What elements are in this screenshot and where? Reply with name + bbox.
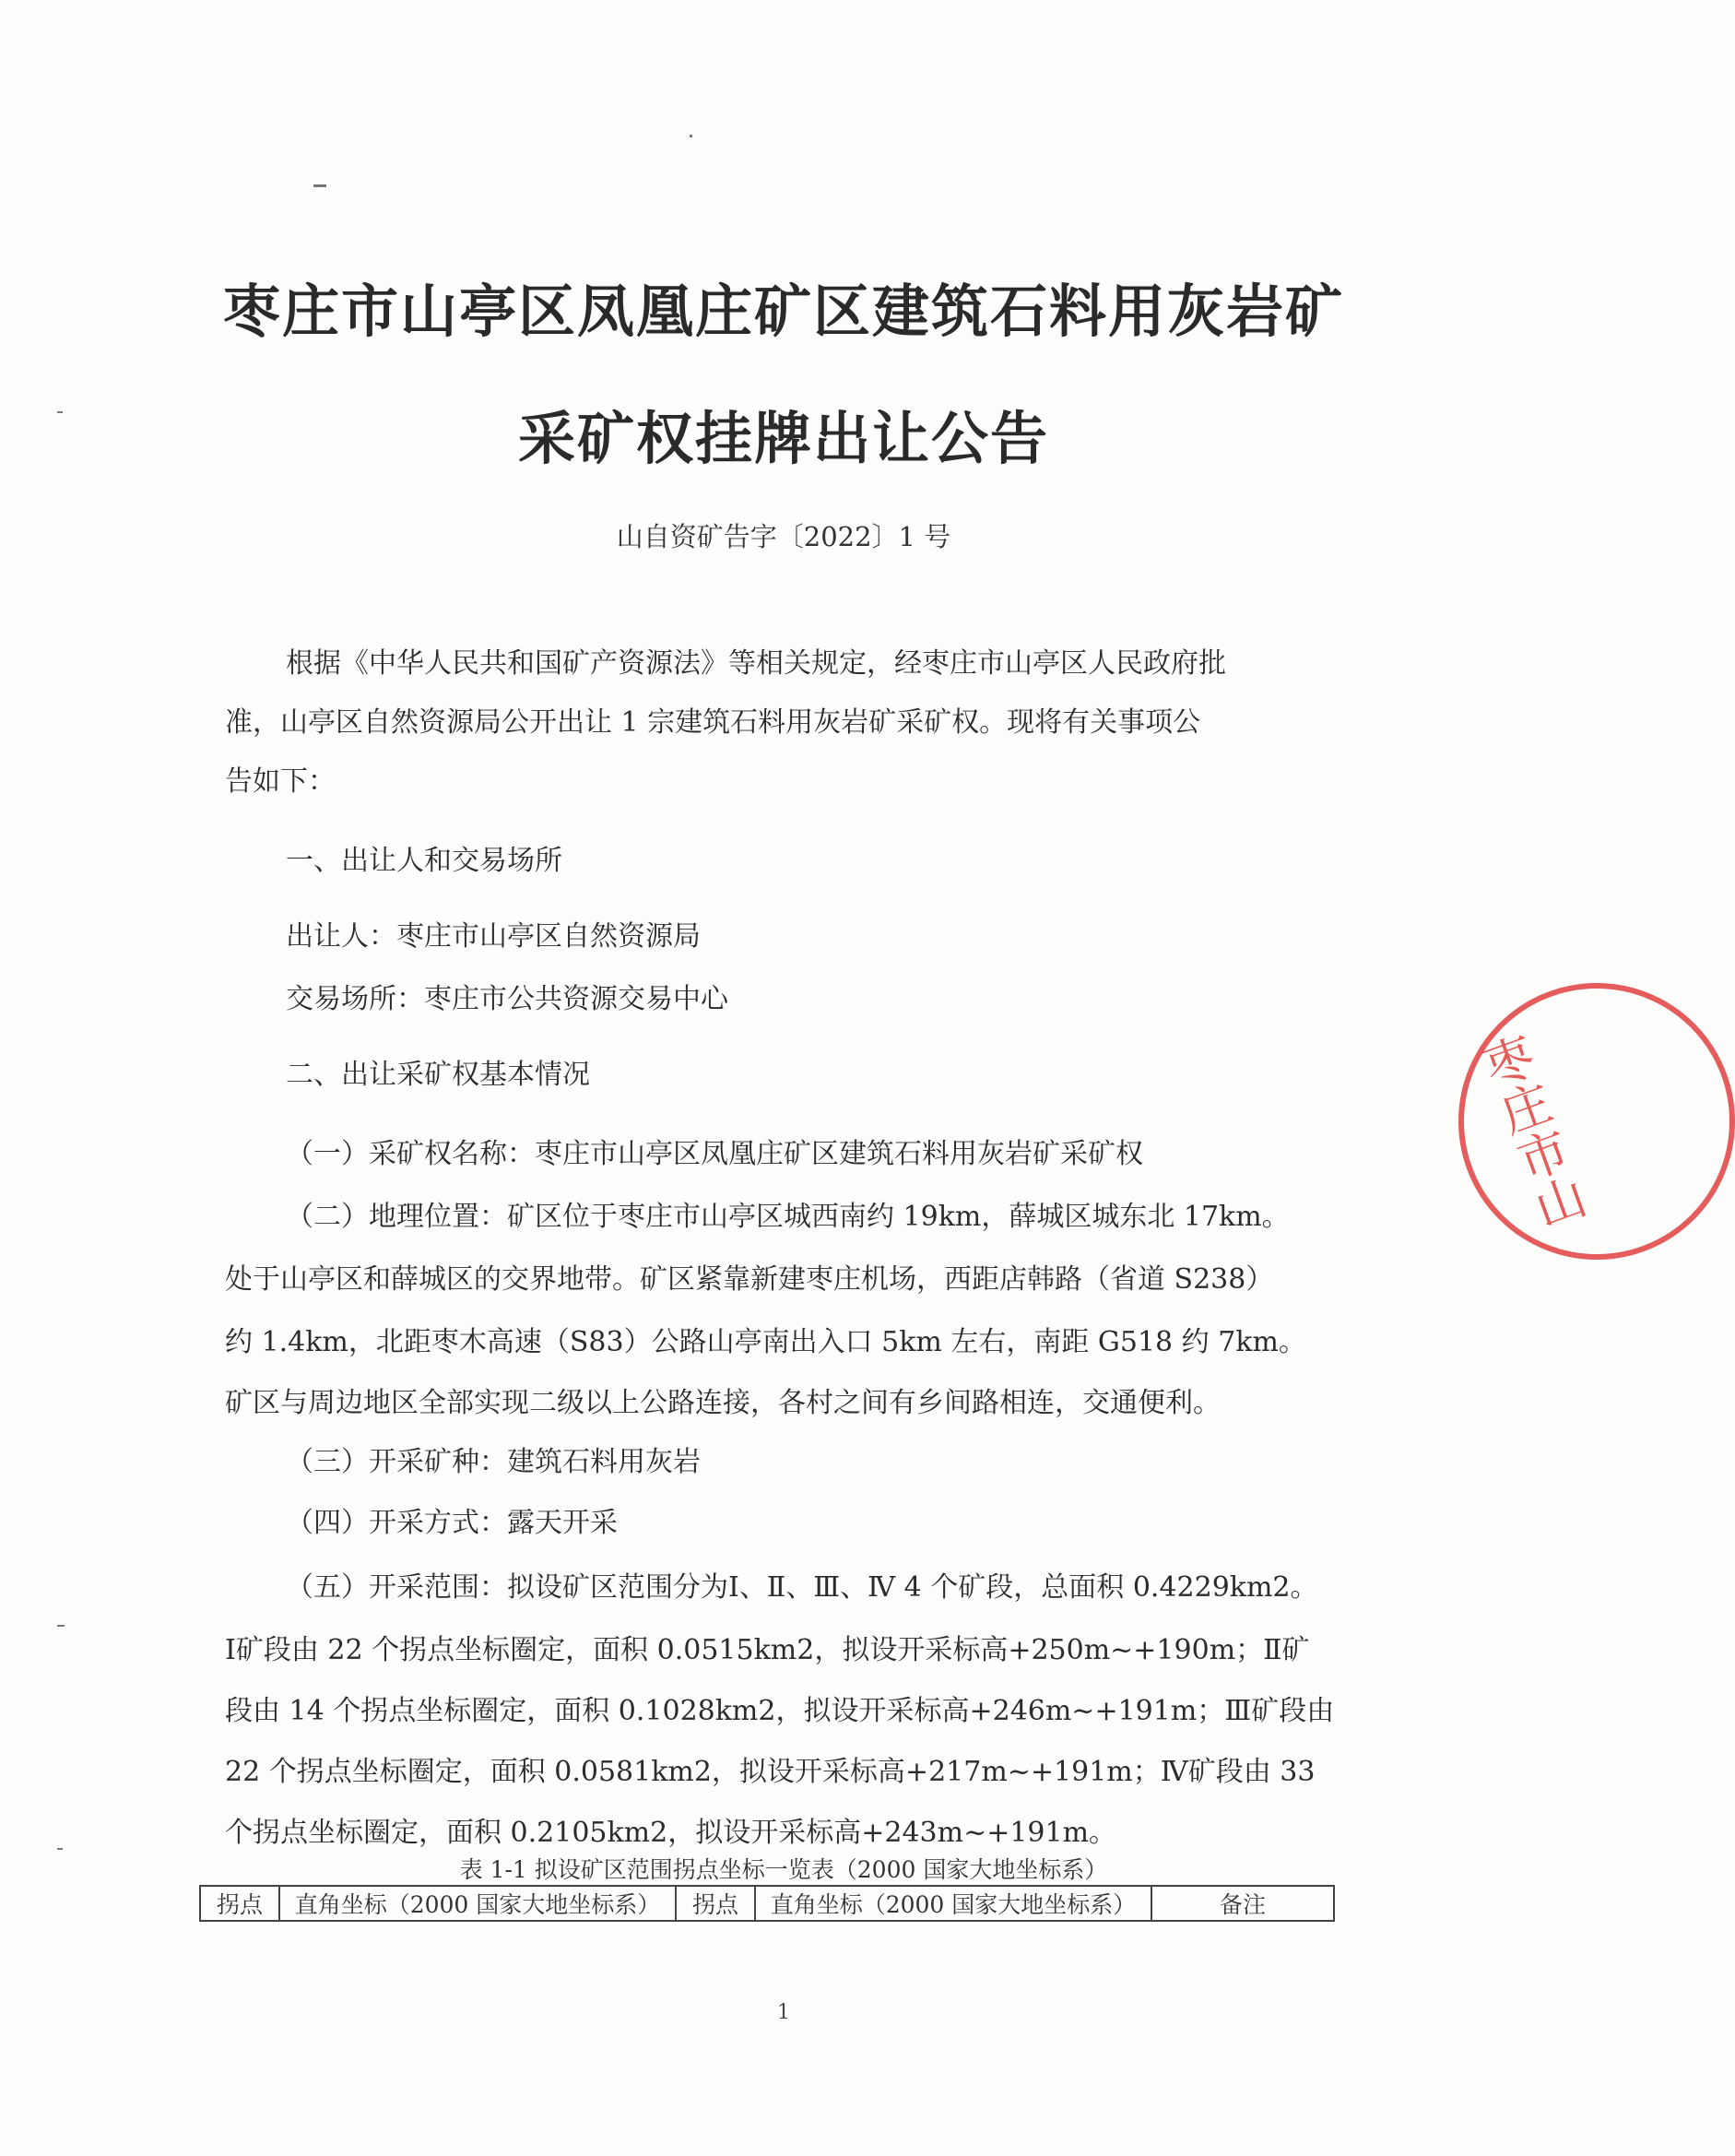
item5-range-line-4: 22 个拐点坐标圈定，面积 0.0581km2，拟设开采标高+217m~+191m；Ⅳ矿段由 33 <box>225 1756 1316 1788</box>
item2-location-line-1: （二）地理位置：矿区位于枣庄市山亭区城西南约 19km，薛城区城东北 17km。 <box>286 1201 1290 1233</box>
official-seal-text: 枣庄市山 <box>1469 1028 1593 1236</box>
item2-location-line-3: 约 1.4km，北距枣木高速（S83）公路山亭南出入口 5km 左右，南距 G518 约 7km。 <box>225 1326 1306 1358</box>
table-header-point: 拐点 <box>200 1886 279 1921</box>
venue-line: 交易场所：枣庄市公共资源交易中心 <box>286 983 728 1015</box>
item2-location-line-2: 处于山亭区和薛城区的交界地带。矿区紧靠新建枣庄机场，西距店韩路（省道 S238） <box>225 1263 1274 1296</box>
intro-line-2: 准，山亭区自然资源局公开出让 1 宗建筑石料用灰岩矿采矿权。现将有关事项公 <box>225 706 1201 739</box>
item4-mining-method: （四）开采方式：露天开采 <box>286 1507 618 1539</box>
table-header-remarks: 备注 <box>1151 1886 1334 1921</box>
item5-range-line-5: 个拐点坐标圈定，面积 0.2105km2，拟设开采标高+243m~+191m。 <box>225 1817 1117 1849</box>
scan-speck <box>313 184 326 187</box>
section2-heading: 二、出让采矿权基本情况 <box>286 1059 590 1091</box>
document-number: 山自资矿告字〔2022〕1 号 <box>616 521 951 552</box>
scan-speck <box>57 1848 63 1850</box>
item5-range-line-2: Ⅰ矿段由 22 个拐点坐标圈定，面积 0.0515km2，拟设开采标高+250m~+190m；Ⅱ矿 <box>225 1634 1310 1666</box>
section1-heading: 一、出让人和交易场所 <box>286 845 562 877</box>
document-title-line1: 枣庄市山亭区凤凰庄矿区建筑石料用灰岩矿 <box>222 278 1344 345</box>
item5-range-line-3: 段由 14 个拐点坐标圈定，面积 0.1028km2，拟设开采标高+246m~+191m；Ⅲ矿段由 <box>225 1695 1335 1727</box>
coordinate-table <box>199 1885 1335 1922</box>
item2-location-line-4: 矿区与周边地区全部实现二级以上公路连接，各村之间有乡间路相连，交通便利。 <box>225 1387 1221 1419</box>
item5-range-line-1: （五）开采范围：拟设矿区范围分为Ⅰ、Ⅱ、Ⅲ、Ⅳ 4 个矿段，总面积 0.4229km2。 <box>286 1571 1318 1604</box>
table-header-point-2: 拐点 <box>676 1886 755 1921</box>
scan-speck <box>690 135 692 137</box>
table-caption: 表 1-1 拟设矿区范围拐点坐标一览表（2000 国家大地坐标系） <box>459 1856 1108 1883</box>
document-title-line2: 采矿权挂牌出让公告 <box>517 405 1049 472</box>
intro-line-3: 告如下： <box>225 765 336 798</box>
item3-mineral-type: （三）开采矿种：建筑石料用灰岩 <box>286 1446 701 1478</box>
table-header-row <box>200 1886 1334 1921</box>
transferor-line: 出让人：枣庄市山亭区自然资源局 <box>286 920 701 953</box>
intro-line-1: 根据《中华人民共和国矿产资源法》等相关规定，经枣庄市山亭区人民政府批 <box>286 647 1226 680</box>
scan-speck <box>57 411 63 413</box>
table-header-coordinates: 直角坐标（2000 国家大地坐标系） <box>279 1886 676 1921</box>
page-number: 1 <box>777 2001 790 2024</box>
item1-mining-right-name: （一）采矿权名称：枣庄市山亭区凤凰庄矿区建筑石料用灰岩矿采矿权 <box>286 1138 1143 1170</box>
scan-speck <box>57 1625 65 1627</box>
table-header-coordinates-2: 直角坐标（2000 国家大地坐标系） <box>755 1886 1151 1921</box>
